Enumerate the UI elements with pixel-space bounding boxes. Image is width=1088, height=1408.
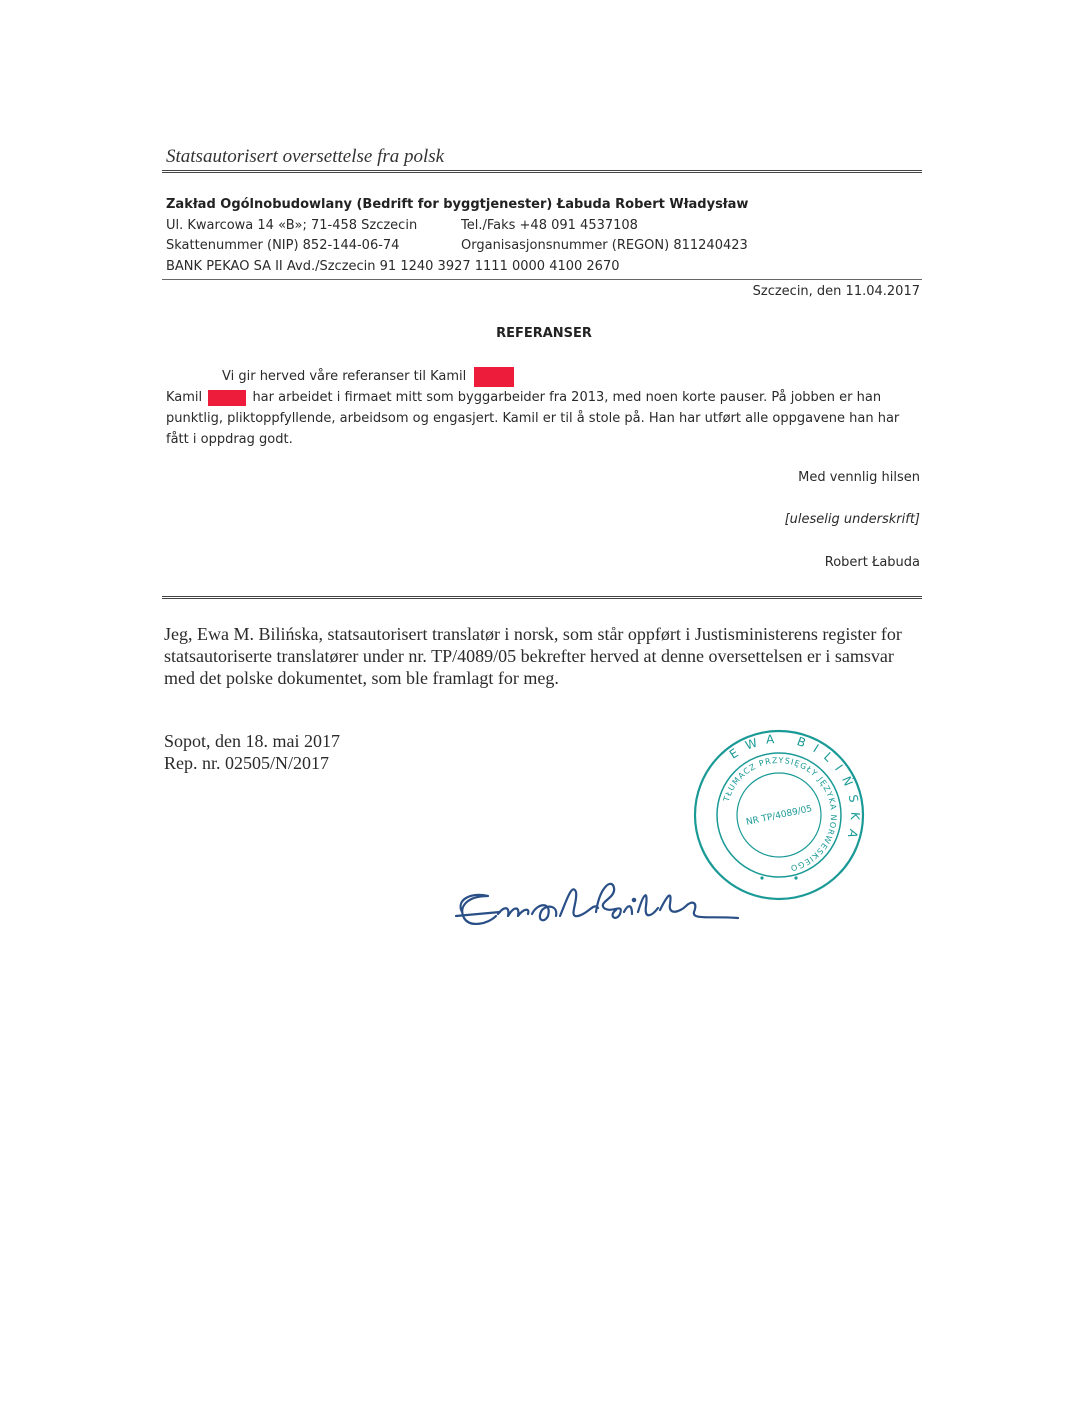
stamp-center-text: NR TP/4089/05 bbox=[745, 804, 814, 828]
company-tax-id: Skattenummer (NIP) 852-144-06-74 bbox=[166, 238, 400, 253]
section-rule bbox=[162, 596, 922, 599]
stamp-outer-text: EWA BILIŃSKA bbox=[726, 731, 863, 849]
translation-header: Statsautorisert oversettelse fra polsk bbox=[166, 146, 445, 167]
closing: Med vennlig hilsen bbox=[798, 470, 920, 485]
body-line-3: fått i oppdrag godt. bbox=[166, 432, 293, 447]
rep-number: Rep. nr. 02505/N/2017 bbox=[164, 753, 329, 773]
body-line-1-text: har arbeidet i firmaet mitt som byggarbeider fra 2013, med noen korte pauser. På jobben er han bbox=[252, 390, 882, 405]
letter-date: Szczecin, den 11.04.2017 bbox=[752, 284, 920, 299]
signature-note: [uleselig underskrift] bbox=[784, 512, 920, 527]
company-phone: Tel./Faks +48 091 4537108 bbox=[461, 218, 638, 233]
body-line-1 bbox=[166, 387, 922, 408]
translator-signature bbox=[448, 872, 758, 944]
signer-name: Robert Łabuda bbox=[824, 555, 920, 570]
place-date: Sopot, den 18. mai 2017 bbox=[164, 731, 340, 751]
company-rule bbox=[162, 279, 922, 280]
svg-text:EWA BILIŃSKA bbox=[727, 732, 863, 849]
body-line-2: punktlig, pliktoppfyllende, arbeidsom og engasjert. Kamil er til å stole på. Han har utført alle oppgavene han har bbox=[166, 411, 900, 426]
header-rule bbox=[162, 170, 922, 173]
intro-line bbox=[222, 366, 622, 387]
company-org-id: Organisasjonsnummer (REGON) 811240423 bbox=[461, 238, 748, 253]
body-start: Kamil bbox=[166, 390, 203, 405]
intro-text: Vi gir herved våre referanser til Kamil bbox=[222, 369, 467, 384]
redaction-box bbox=[208, 390, 246, 406]
letter-title: REFERANSER bbox=[496, 326, 592, 341]
reference-body bbox=[166, 387, 922, 450]
stamp-inner-text: TŁUMACZ PRZYSIĘGŁY JĘZYKA NORWESKIEGO bbox=[721, 755, 839, 873]
translator-place bbox=[164, 730, 340, 774]
translator-statement: Jeg, Ewa M. Bilińska, statsautorisert translatør i norsk, som står oppført i Justisministerens register for statsautoriserte translatører under nr. TP/4089/05 bekrefter herved at denne oversettelsen er i samsvar med det polske dokumentet, som ble framlagt for meg. bbox=[164, 624, 902, 688]
redaction-box bbox=[474, 367, 514, 387]
company-name: Zakład Ogólnobudowlany (Bedrift for byggtjenester) Łabuda Robert Władysław bbox=[166, 197, 749, 212]
company-address: Ul. Kwarcowa 14 «B»; 71-458 Szczecin bbox=[166, 218, 418, 233]
company-bank: BANK PEKAO SA II Avd./Szczecin 91 1240 3927 1111 0000 4100 2670 bbox=[166, 259, 620, 274]
